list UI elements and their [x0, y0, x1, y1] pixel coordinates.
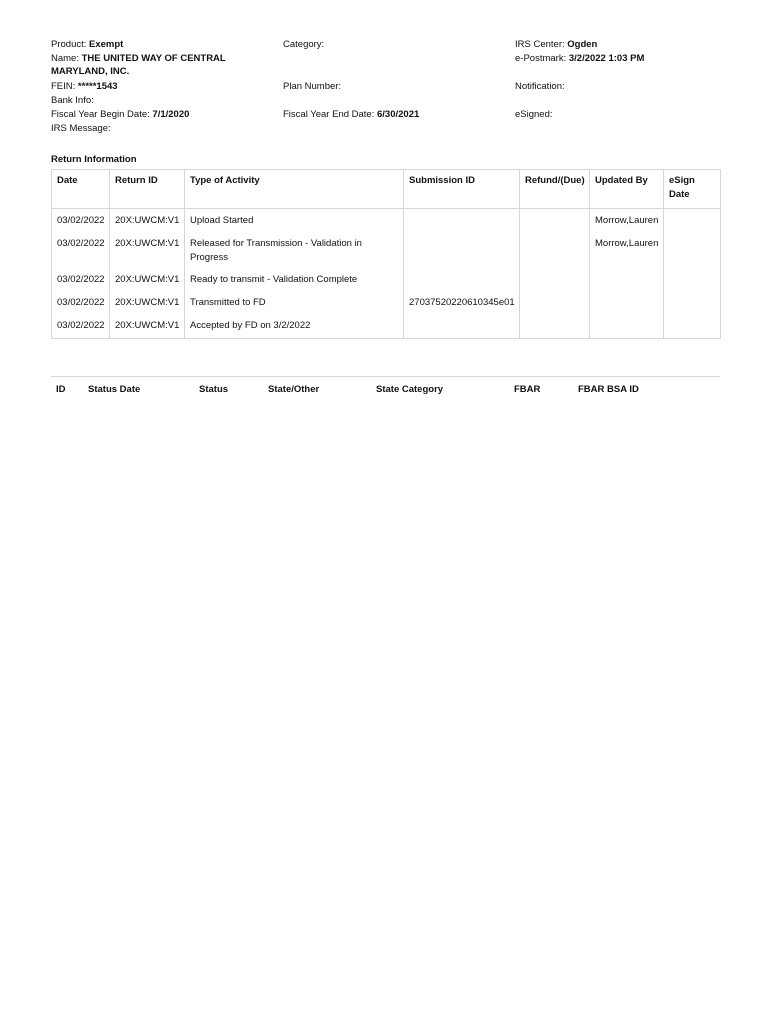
table-row	[52, 315, 721, 339]
column-header-submission-id: Submission ID	[404, 170, 520, 209]
irs-center-label: IRS Center:	[515, 39, 568, 50]
cell-date: 03/02/2022	[52, 233, 110, 269]
cell-submission-id	[404, 233, 520, 269]
cell-refund-due	[520, 292, 590, 315]
irs-center-row	[515, 38, 597, 51]
fiscal-year-begin-label: Fiscal Year Begin Date:	[51, 109, 153, 120]
cell-refund-due	[520, 209, 590, 234]
state-column-header-fbar: FBAR	[514, 384, 541, 395]
cell-refund-due	[520, 269, 590, 292]
cell-refund-due	[520, 233, 590, 269]
fiscal-year-end-value: 6/30/2021	[377, 109, 420, 120]
state-column-header-status: Status	[199, 384, 229, 395]
cell-esign-date	[664, 315, 721, 339]
fiscal-year-begin-value: 7/1/2020	[152, 109, 190, 120]
product-row	[51, 38, 123, 51]
fein-value: *****1543	[77, 81, 118, 92]
epostmark-label: e-Postmark:	[515, 53, 569, 64]
irs-message-label: IRS Message:	[51, 123, 111, 134]
product-label: Product:	[51, 39, 90, 50]
cell-updated-by	[590, 315, 664, 339]
fiscal-year-end-row	[283, 108, 419, 121]
plan-number-label: Plan Number:	[283, 81, 342, 92]
esigned-label: eSigned:	[515, 109, 553, 120]
state-column-header-fbar-bsa-id: FBAR BSA ID	[578, 384, 639, 395]
cell-date: 03/02/2022	[52, 209, 110, 234]
cell-type-of-activity: Ready to transmit - Validation Complete	[185, 269, 404, 292]
cell-updated-by	[590, 269, 664, 292]
fein-row	[51, 80, 118, 93]
state-column-header-id: ID	[56, 384, 66, 395]
return-table-header-row	[52, 170, 721, 209]
state-column-header-state-other: State/Other	[268, 384, 320, 395]
cell-esign-date	[664, 292, 721, 315]
section-divider	[51, 376, 720, 377]
cell-return-id: 20X:UWCM:V1	[110, 315, 185, 339]
cell-submission-id	[404, 269, 520, 292]
cell-updated-by	[590, 292, 664, 315]
return-information-title: Return Information	[51, 154, 137, 165]
cell-return-id: 20X:UWCM:V1	[110, 209, 185, 234]
cell-type-of-activity: Upload Started	[185, 209, 404, 234]
cell-submission-id	[404, 315, 520, 339]
cell-esign-date	[664, 269, 721, 292]
fein-label: FEIN:	[51, 81, 78, 92]
bank-info-label: Bank Info:	[51, 95, 94, 106]
cell-submission-id	[404, 209, 520, 234]
cell-date: 03/02/2022	[52, 315, 110, 339]
notification-label: Notification:	[515, 81, 565, 92]
state-column-header-status-date: Status Date	[88, 384, 141, 395]
cell-updated-by: Morrow,Lauren	[590, 209, 664, 234]
cell-type-of-activity: Released for Transmission - Validation in Progress	[185, 233, 404, 269]
state-column-header-state-category: State Category	[376, 384, 444, 395]
name-label: Name:	[51, 53, 82, 64]
cell-updated-by: Morrow,Lauren	[590, 233, 664, 269]
fiscal-year-end-label: Fiscal Year End Date:	[283, 109, 377, 120]
name-value: THE UNITED WAY OF CENTRAL MARYLAND, INC.	[51, 53, 226, 77]
epostmark-value: 3/2/2022 1:03 PM	[568, 53, 645, 64]
cell-type-of-activity: Transmitted to FD	[185, 292, 404, 315]
cell-type-of-activity: Accepted by FD on 3/2/2022	[185, 315, 404, 339]
product-value: Exempt	[89, 39, 124, 50]
table-row	[52, 233, 721, 269]
cell-date: 03/02/2022	[52, 269, 110, 292]
column-header-esign-date: eSign Date	[664, 170, 721, 209]
category-label: Category:	[283, 39, 325, 50]
irs-center-value: Ogden	[567, 39, 598, 50]
cell-return-id: 20X:UWCM:V1	[110, 233, 185, 269]
cell-esign-date	[664, 233, 721, 269]
cell-submission-id: 27037520220610345e01	[404, 292, 520, 315]
table-row	[52, 292, 721, 315]
return-information-table	[51, 169, 721, 339]
table-row	[52, 269, 721, 292]
cell-refund-due	[520, 315, 590, 339]
column-header-updated-by: Updated By	[590, 170, 664, 209]
column-header-date: Date	[52, 170, 110, 209]
table-row	[52, 209, 721, 234]
cell-return-id: 20X:UWCM:V1	[110, 292, 185, 315]
name-row	[51, 52, 271, 78]
epostmark-row	[515, 52, 644, 65]
cell-date: 03/02/2022	[52, 292, 110, 315]
cell-return-id: 20X:UWCM:V1	[110, 269, 185, 292]
cell-esign-date	[664, 209, 721, 234]
fiscal-year-begin-row	[51, 108, 189, 121]
column-header-refund-due: Refund/(Due)	[520, 170, 590, 209]
column-header-type-of-activity: Type of Activity	[185, 170, 404, 209]
column-header-return-id: Return ID	[110, 170, 185, 209]
